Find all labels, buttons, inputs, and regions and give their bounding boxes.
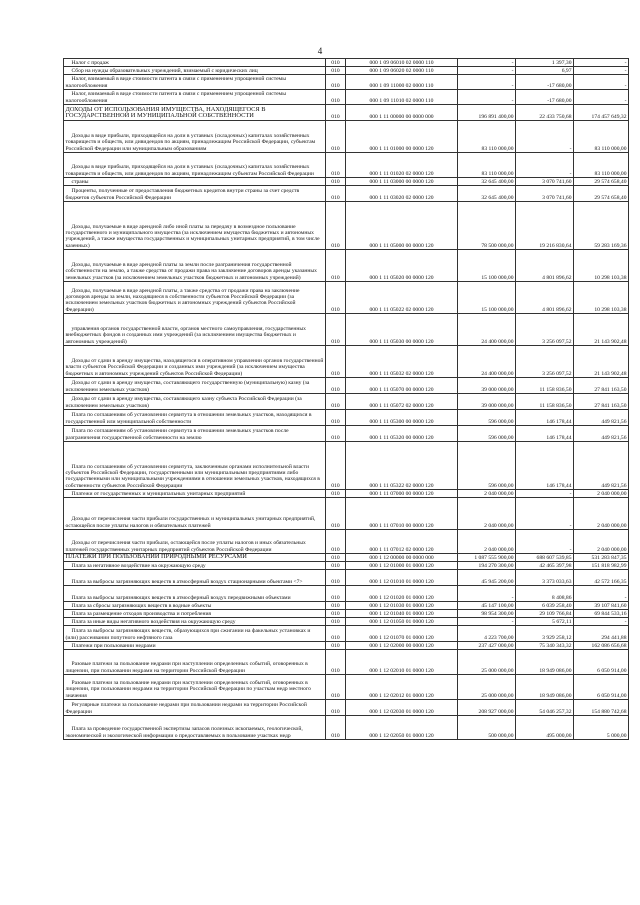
row-remaining-cell: 27 841 163,50 xyxy=(574,394,629,410)
row-remaining-cell: 21 143 902,48 xyxy=(574,314,629,346)
row-executed-cell: 146 178,44 xyxy=(516,426,574,442)
row-plan-cell: 596 000,00 xyxy=(458,442,516,490)
row-code-cell: 010 xyxy=(326,586,346,602)
row-executed-cell: 18 949 086,00 xyxy=(516,675,574,700)
revenue-report-table xyxy=(63,58,629,740)
row-kbk-cell: 000 1 12 01020 01 0000 120 xyxy=(346,586,458,602)
row-kbk-cell: 000 1 12 02030 01 0000 120 xyxy=(346,700,458,716)
row-code-cell: 010 xyxy=(326,90,346,105)
table-row xyxy=(64,618,629,626)
table-row xyxy=(64,378,629,394)
row-executed-cell: 6 039 258,40 xyxy=(516,602,574,610)
row-name-cell: управления органов государственной власти, органов местного самоуправления, государственных внебюджетных фондов и созданных ими учреждений (за исключением имущества бюджетных и автономных учреждений) xyxy=(64,314,326,346)
row-executed-cell: 11 158 836,50 xyxy=(516,378,574,394)
row-code-cell: 010 xyxy=(326,346,346,378)
row-kbk-cell: 000 1 11 05030 00 0000 120 xyxy=(346,314,458,346)
row-executed-cell: - xyxy=(516,490,574,498)
row-name-cell: Доходы от сдачи в аренду имущества, составляющего государственную (муниципальную) казну (за исключением земельных участков) xyxy=(64,378,326,394)
row-code-cell: 010 xyxy=(326,59,346,67)
row-name-cell: Платежи от государственных и муниципальных унитарных предприятий xyxy=(64,490,326,498)
row-code-cell: 010 xyxy=(326,178,346,186)
row-remaining-cell: 83 110 000,00 xyxy=(574,153,629,178)
row-executed-cell: 6,97 xyxy=(516,67,574,75)
row-kbk-cell: 000 1 12 02050 01 0000 120 xyxy=(346,716,458,740)
row-remaining-cell: 174 457 649,32 xyxy=(574,105,629,121)
table-row xyxy=(64,498,629,530)
row-kbk-cell: 000 1 11 05032 02 0000 120 xyxy=(346,346,458,378)
row-remaining-cell: 2 040 000,00 xyxy=(574,498,629,530)
row-executed-cell: 54 046 257,32 xyxy=(516,700,574,716)
row-executed-cell: - xyxy=(516,530,574,554)
row-executed-cell: 4 801 896,62 xyxy=(516,250,574,282)
table-row xyxy=(64,186,629,202)
table-row xyxy=(64,67,629,75)
row-name-cell: Плата по соглашениям об установлении сервитута в отношении земельных участков, находящихся в государственной или муниципальной собственности xyxy=(64,410,326,426)
row-remaining-cell: 10 298 103,38 xyxy=(574,282,629,314)
row-kbk-cell: 000 1 12 02012 01 0000 120 xyxy=(346,675,458,700)
row-plan-cell: 500 000,00 xyxy=(458,716,516,740)
row-kbk-cell: 000 1 11 01000 00 0000 120 xyxy=(346,121,458,153)
row-remaining-cell: - xyxy=(574,90,629,105)
table-row xyxy=(64,394,629,410)
row-kbk-cell: 000 1 12 01040 01 0000 120 xyxy=(346,610,458,618)
row-name-cell: Налог, взимаемый в виде стоимости патента в связи с применением упрощенной системы налогообложения xyxy=(64,75,326,90)
row-code-cell: 010 xyxy=(326,554,346,562)
row-plan-cell: 32 645 400,00 xyxy=(458,178,516,186)
row-code-cell: 010 xyxy=(326,562,346,570)
row-name-cell: Плата по соглашениям об установлении сервитута, заключенным органами исполнительной власти субъектов Российской Федерации, государственными или муниципальными предприятиями либо государственными или муниципальными учреждениями в отношении земельных участков, находящихся в собственности субъектов Российской Федерации xyxy=(64,442,326,490)
table-row xyxy=(64,626,629,642)
row-remaining-cell: 151 818 982,99 xyxy=(574,562,629,570)
row-executed-cell: - xyxy=(516,121,574,153)
row-remaining-cell: 69 844 533,16 xyxy=(574,610,629,618)
row-plan-cell: - xyxy=(458,59,516,67)
row-name-cell: Проценты, полученные от предоставления бюджетных кредитов внутри страны за счет средств бюджетов субъектов Российской Федерации xyxy=(64,186,326,202)
row-plan-cell: - xyxy=(458,67,516,75)
row-executed-cell: 3 070 741,60 xyxy=(516,186,574,202)
row-name-cell: Доходы от сдачи в аренду имущества, находящегося в оперативном управлении органов государственной власти субъектов Российской Федерации и созданных ими учреждений (за исключением имущества бюджетных и автономных учреждений субъектов Российской Федерации) xyxy=(64,346,326,378)
row-plan-cell: 83 110 000,00 xyxy=(458,153,516,178)
row-executed-cell: 495 000,00 xyxy=(516,716,574,740)
row-executed-cell: 19 216 830,64 xyxy=(516,202,574,250)
row-plan-cell: 208 927 000,00 xyxy=(458,700,516,716)
row-kbk-cell: 000 1 11 05322 02 0000 120 xyxy=(346,442,458,490)
table-row xyxy=(64,426,629,442)
row-remaining-cell: 449 821,56 xyxy=(574,426,629,442)
row-plan-cell: 237 427 000,00 xyxy=(458,642,516,650)
row-code-cell: 010 xyxy=(326,186,346,202)
row-kbk-cell: 000 1 12 01030 01 0000 120 xyxy=(346,602,458,610)
row-executed-cell: 5 672,11 xyxy=(516,618,574,626)
row-kbk-cell: 000 1 09 11000 02 0000 110 xyxy=(346,75,458,90)
row-remaining-cell: 5 000,00 xyxy=(574,716,629,740)
row-code-cell: 010 xyxy=(326,75,346,90)
row-kbk-cell: 000 1 11 05022 02 0000 120 xyxy=(346,282,458,314)
table-row xyxy=(64,442,629,490)
table-row xyxy=(64,700,629,716)
row-name-cell: Платежи при пользовании недрами xyxy=(64,642,326,650)
row-code-cell: 010 xyxy=(326,394,346,410)
row-remaining-cell: - xyxy=(574,67,629,75)
row-plan-cell: 15 100 000,00 xyxy=(458,250,516,282)
row-plan-cell: - xyxy=(458,90,516,105)
row-remaining-cell: 154 880 742,68 xyxy=(574,700,629,716)
table-row xyxy=(64,650,629,675)
row-remaining-cell: - xyxy=(574,75,629,90)
row-code-cell: 010 xyxy=(326,610,346,618)
table-row xyxy=(64,675,629,700)
table-row xyxy=(64,59,629,67)
table-row xyxy=(64,178,629,186)
row-remaining-cell: 29 574 658,40 xyxy=(574,178,629,186)
row-kbk-cell: 000 1 12 00000 00 0000 000 xyxy=(346,554,458,562)
row-executed-cell: 29 109 766,84 xyxy=(516,610,574,618)
row-name-cell: Доходы от сдачи в аренду имущества, составляющего казну субъекта Российской Федерации (за исключением земельных участков) xyxy=(64,394,326,410)
row-name-cell: Плата за выбросы загрязняющих веществ в атмосферный воздух стационарными объектами <7> xyxy=(64,570,326,586)
row-code-cell: 010 xyxy=(326,602,346,610)
row-executed-cell: - xyxy=(516,153,574,178)
row-plan-cell: 1 087 555 900,00 xyxy=(458,554,516,562)
row-name-cell: страны xyxy=(64,178,326,186)
row-executed-cell: 3 256 097,52 xyxy=(516,346,574,378)
row-remaining-cell: 39 107 841,60 xyxy=(574,602,629,610)
row-name-cell: Плата за выбросы загрязняющих веществ в атмосферный воздух передвижными объектами xyxy=(64,586,326,602)
table-row xyxy=(64,554,629,562)
row-name-cell: Плата за выбросы загрязняющих веществ, образующихся при сжигании на факельных установках и (или) рассеивании попутного нефтяного газа xyxy=(64,626,326,642)
row-code-cell: 010 xyxy=(326,314,346,346)
table-row xyxy=(64,250,629,282)
table-row xyxy=(64,314,629,346)
row-plan-cell: 2 040 000,00 xyxy=(458,498,516,530)
row-plan-cell: - xyxy=(458,618,516,626)
row-kbk-cell: 000 1 12 02010 01 0000 120 xyxy=(346,650,458,675)
row-plan-cell: 45 147 100,00 xyxy=(458,602,516,610)
row-plan-cell: 24 400 000,00 xyxy=(458,346,516,378)
row-executed-cell: 42 465 397,98 xyxy=(516,562,574,570)
row-kbk-cell: 000 1 11 01020 02 0000 120 xyxy=(346,153,458,178)
row-code-cell: 010 xyxy=(326,530,346,554)
row-code-cell: 010 xyxy=(326,426,346,442)
table-row xyxy=(64,346,629,378)
table-row xyxy=(64,490,629,498)
row-executed-cell: 75 340 343,32 xyxy=(516,642,574,650)
row-remaining-cell: 6 050 914,00 xyxy=(574,650,629,675)
row-kbk-cell: 000 1 11 07000 00 0000 120 xyxy=(346,490,458,498)
row-plan-cell: 596 000,00 xyxy=(458,410,516,426)
row-remaining-cell: 531 283 847,35 xyxy=(574,554,629,562)
row-kbk-cell: 000 1 11 05072 02 0000 120 xyxy=(346,394,458,410)
row-code-cell: 010 xyxy=(326,378,346,394)
row-plan-cell: 596 000,00 xyxy=(458,426,516,442)
row-executed-cell: 688 607 539,85 xyxy=(516,554,574,562)
row-executed-cell: 3 373 033,63 xyxy=(516,570,574,586)
row-code-cell: 010 xyxy=(326,570,346,586)
row-kbk-cell: 000 1 12 02000 00 0000 120 xyxy=(346,642,458,650)
row-code-cell: 010 xyxy=(326,675,346,700)
row-executed-cell: -17 680,00 xyxy=(516,90,574,105)
row-kbk-cell: 000 1 12 01070 01 0000 120 xyxy=(346,626,458,642)
row-kbk-cell: 000 1 09 06010 02 0000 110 xyxy=(346,59,458,67)
row-kbk-cell: 000 1 12 01050 01 0000 120 xyxy=(346,618,458,626)
row-remaining-cell: - xyxy=(574,59,629,67)
row-kbk-cell: 000 1 11 00000 00 0000 000 xyxy=(346,105,458,121)
row-kbk-cell: 000 1 11 05070 00 0000 120 xyxy=(346,378,458,394)
row-code-cell: 010 xyxy=(326,442,346,490)
row-plan-cell: 2 040 000,00 xyxy=(458,490,516,498)
row-executed-cell: 146 178,44 xyxy=(516,410,574,426)
table-row xyxy=(64,75,629,90)
row-name-cell: Доходы, получаемые в виде арендной платы, а также средства от продажи права на заключение договоров аренды за земли, находящиеся в собственности субъектов Российской Федерации (за исключением земельных участков бюджетных и автономных учреждений субъектов Российской Федерации) xyxy=(64,282,326,314)
row-code-cell: 010 xyxy=(326,490,346,498)
row-remaining-cell: 10 298 103,38 xyxy=(574,250,629,282)
report-body xyxy=(64,59,629,740)
row-remaining-cell: 83 110 000,00 xyxy=(574,121,629,153)
row-plan-cell: 194 270 300,00 xyxy=(458,562,516,570)
table-row xyxy=(64,642,629,650)
row-kbk-cell: 000 1 11 05000 00 0000 120 xyxy=(346,202,458,250)
row-code-cell: 010 xyxy=(326,618,346,626)
table-row xyxy=(64,202,629,250)
row-remaining-cell: 59 283 169,36 xyxy=(574,202,629,250)
row-plan-cell: 78 500 000,00 xyxy=(458,202,516,250)
row-plan-cell: 196 891 400,00 xyxy=(458,105,516,121)
row-kbk-cell: 000 1 11 05300 00 0000 120 xyxy=(346,410,458,426)
row-remaining-cell: 2 040 000,00 xyxy=(574,530,629,554)
table-row xyxy=(64,716,629,740)
row-name-cell: Налог с продаж xyxy=(64,59,326,67)
row-code-cell: 010 xyxy=(326,250,346,282)
row-executed-cell: 1 397,30 xyxy=(516,59,574,67)
row-name-cell: Доходы, получаемые в виде арендной платы за земли после разграничения государственной собственности на землю, а также средства от продажи права на заключение договоров аренды указанных земельных участков (за исключением земельных участков бюджетных и автономных учреждений) xyxy=(64,250,326,282)
row-kbk-cell: 000 1 12 01000 01 0000 120 xyxy=(346,562,458,570)
row-code-cell: 010 xyxy=(326,642,346,650)
row-kbk-cell: 000 1 11 03020 02 0000 120 xyxy=(346,186,458,202)
row-executed-cell: 8 408,86 xyxy=(516,586,574,602)
row-code-cell: 010 xyxy=(326,121,346,153)
row-code-cell: 010 xyxy=(326,650,346,675)
row-name-cell: Плата за сбросы загрязняющих веществ в водные объекты xyxy=(64,602,326,610)
row-plan-cell: 32 645 400,00 xyxy=(458,186,516,202)
row-remaining-cell: 449 821,56 xyxy=(574,442,629,490)
row-executed-cell: 18 949 086,00 xyxy=(516,650,574,675)
row-remaining-cell: - xyxy=(574,618,629,626)
row-name-cell: ДОХОДЫ ОТ ИСПОЛЬЗОВАНИЯ ИМУЩЕСТВА, НАХОДЯЩЕГОСЯ В ГОСУДАРСТВЕННОЙ И МУНИЦИПАЛЬНОЙ СОБСТВЕННОСТИ xyxy=(64,105,326,121)
row-plan-cell: 39 000 000,00 xyxy=(458,378,516,394)
row-remaining-cell: 449 821,56 xyxy=(574,410,629,426)
row-code-cell: 010 xyxy=(326,626,346,642)
row-code-cell: 010 xyxy=(326,498,346,530)
row-plan-cell: 83 110 000,00 xyxy=(458,121,516,153)
row-code-cell: 010 xyxy=(326,716,346,740)
row-code-cell: 010 xyxy=(326,700,346,716)
row-executed-cell: 22 433 750,68 xyxy=(516,105,574,121)
row-plan-cell: 45 945 200,00 xyxy=(458,570,516,586)
row-remaining-cell: - xyxy=(574,586,629,602)
row-kbk-cell: 000 1 11 07012 02 0000 120 xyxy=(346,530,458,554)
row-remaining-cell: 29 574 658,40 xyxy=(574,186,629,202)
row-code-cell: 010 xyxy=(326,282,346,314)
row-executed-cell: 3 929 258,12 xyxy=(516,626,574,642)
row-executed-cell: - xyxy=(516,498,574,530)
row-name-cell: Доходы, получаемые в виде арендной либо иной платы за передачу в возмездное пользование государственного и муниципального имущества (за исключением имущества бюджетных и автономных учреждений, а также имущества государственных и муниципальных унитарных предприятий, в том числе казенных) xyxy=(64,202,326,250)
table-row xyxy=(64,570,629,586)
table-row xyxy=(64,153,629,178)
row-remaining-cell: 294 441,88 xyxy=(574,626,629,642)
row-name-cell: Доходы от перечисления части прибыли, остающейся после уплаты налогов и иных обязательных платежей государственных унитарных предприятий субъектов Российской Федерации xyxy=(64,530,326,554)
row-name-cell: Разовые платежи за пользование недрами при наступлении определенных событий, оговоренных в лицензии, при пользовании недрами на территории Российской Федерации xyxy=(64,650,326,675)
row-plan-cell: - xyxy=(458,75,516,90)
table-row xyxy=(64,602,629,610)
row-kbk-cell: 000 1 12 01010 01 0000 120 xyxy=(346,570,458,586)
row-code-cell: 010 xyxy=(326,67,346,75)
row-remaining-cell: 162 086 656,68 xyxy=(574,642,629,650)
table-row xyxy=(64,530,629,554)
row-plan-cell: 25 000 000,00 xyxy=(458,675,516,700)
row-code-cell: 010 xyxy=(326,153,346,178)
table-row xyxy=(64,410,629,426)
table-row xyxy=(64,282,629,314)
row-executed-cell: -17 680,00 xyxy=(516,75,574,90)
table-row xyxy=(64,586,629,602)
row-name-cell: Налог, взимаемый в виде стоимости патента в связи с применением упрощенной системы налогообложения xyxy=(64,90,326,105)
row-executed-cell: 3 070 741,60 xyxy=(516,178,574,186)
row-kbk-cell: 000 1 11 03000 00 0000 120 xyxy=(346,178,458,186)
row-name-cell: Плата за размещение отходов производства и потребления xyxy=(64,610,326,618)
row-remaining-cell: 21 143 902,48 xyxy=(574,346,629,378)
row-name-cell: Доходы от перечисления части прибыли государственных и муниципальных унитарных предприятий, остающейся после уплаты налогов и обязательных платежей xyxy=(64,498,326,530)
row-plan-cell: 98 954 300,00 xyxy=(458,610,516,618)
row-kbk-cell: 000 1 11 05020 00 0000 120 xyxy=(346,250,458,282)
row-name-cell: Плата за негативное воздействие на окружающую среду xyxy=(64,562,326,570)
row-name-cell: Плата по соглашениям об установлении сервитута в отношении земельных участков после разграничения государственной собственности на землю xyxy=(64,426,326,442)
row-executed-cell: 4 801 896,62 xyxy=(516,282,574,314)
row-remaining-cell: 2 040 000,00 xyxy=(574,490,629,498)
row-name-cell: Регулярные платежи за пользование недрами при пользовании недрами на территории Российской Федерации xyxy=(64,700,326,716)
row-name-cell: Доходы в виде прибыли, приходящейся на доли в уставных (складочных) капиталах хозяйственных товариществ и обществ, или дивидендов по акциям, принадлежащим Российской Федерации, субъектам Российской Федерации или муниципальным образованиям xyxy=(64,121,326,153)
row-plan-cell: 25 000 000,00 xyxy=(458,650,516,675)
row-plan-cell: 24 400 000,00 xyxy=(458,314,516,346)
table-row xyxy=(64,610,629,618)
row-name-cell: Плата за иные виды негативного воздействия на окружающую среду xyxy=(64,618,326,626)
row-name-cell: Сбор на нужды образовательных учреждений, взимаемый с юридических лиц xyxy=(64,67,326,75)
table-row xyxy=(64,562,629,570)
row-remaining-cell: 42 572 166,35 xyxy=(574,570,629,586)
row-name-cell: Плата за проведение государственной экспертизы запасов полезных ископаемых, геологической, экономической и экологической информации о предоставляемых в пользование участках недр xyxy=(64,716,326,740)
row-remaining-cell: 6 050 914,00 xyxy=(574,675,629,700)
row-code-cell: 010 xyxy=(326,410,346,426)
row-code-cell: 010 xyxy=(326,105,346,121)
table-row xyxy=(64,90,629,105)
row-executed-cell: 3 256 097,52 xyxy=(516,314,574,346)
row-name-cell: Доходы в виде прибыли, приходящейся на доли в уставных (складочных) капиталах хозяйственных товариществ и обществ, или дивидендов по акциям, принадлежащим субъектам Российской Федерации xyxy=(64,153,326,178)
row-kbk-cell: 000 1 09 11010 02 0000 110 xyxy=(346,90,458,105)
row-plan-cell: 4 223 700,00 xyxy=(458,626,516,642)
row-remaining-cell: 27 841 163,50 xyxy=(574,378,629,394)
row-code-cell: 010 xyxy=(326,202,346,250)
table-row xyxy=(64,121,629,153)
row-kbk-cell: 000 1 09 06020 02 0000 110 xyxy=(346,67,458,75)
row-plan-cell: 2 040 000,00 xyxy=(458,530,516,554)
row-kbk-cell: 000 1 11 07010 00 0000 120 xyxy=(346,498,458,530)
row-name-cell: Разовые платежи за пользование недрами при наступлении определенных событий, оговоренных в лицензии, при пользовании недрами на территории Российской Федерации по участкам недр местного значения xyxy=(64,675,326,700)
row-executed-cell: 146 178,44 xyxy=(516,442,574,490)
row-plan-cell: 15 100 000,00 xyxy=(458,282,516,314)
table-row xyxy=(64,105,629,121)
row-plan-cell: 39 000 000,00 xyxy=(458,394,516,410)
row-name-cell: ПЛАТЕЖИ ПРИ ПОЛЬЗОВАНИИ ПРИРОДНЫМИ РЕСУРСАМИ xyxy=(64,554,326,562)
row-plan-cell: - xyxy=(458,586,516,602)
row-executed-cell: 11 158 836,50 xyxy=(516,394,574,410)
page-number: 4 xyxy=(317,46,323,56)
row-kbk-cell: 000 1 11 05320 00 0000 120 xyxy=(346,426,458,442)
